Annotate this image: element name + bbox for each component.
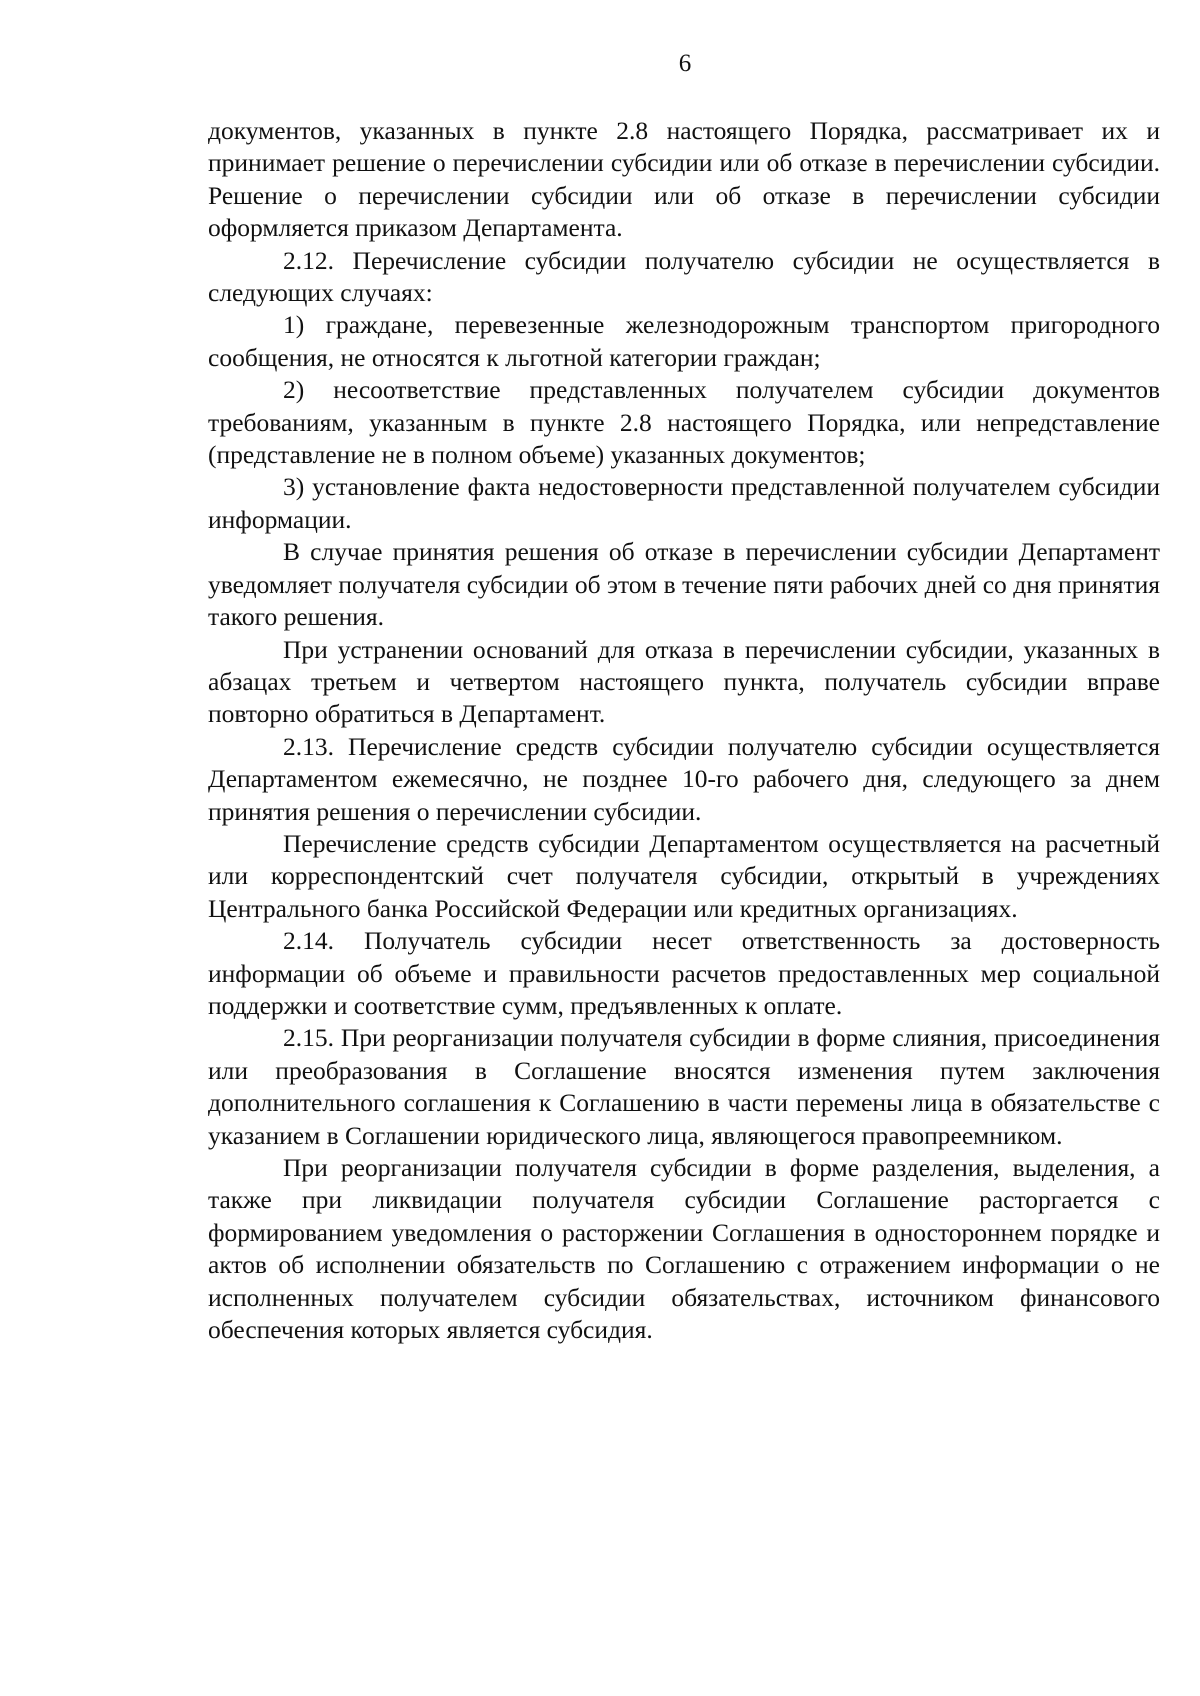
- paragraph-2-12: 2.12. Перечисление субсидии получателю субсидии не осуществляется в следующих случаях:: [208, 245, 1160, 308]
- list-item-2: 2) несоответствие представленных получателем субсидии документов требованиям, указанным в пункте 2.8 настоящего Порядка, или непредставление (представление не в полном объеме) указанных документов;: [208, 375, 1160, 470]
- paragraph-refusal-notice: В случае принятия решения об отказе в перечислении субсидии Департамент уведомляет получателя субсидии об этом в течение пяти рабочих дней со дня принятия такого решения.: [208, 537, 1160, 632]
- paragraph-2-13: 2.13. Перечисление средств субсидии получателю субсидии осуществляется Департаментом ежемесячно, не позднее 10-го рабочего дня, следующего за днем принятия решения о перечислении субсидии.: [208, 731, 1160, 826]
- paragraph-continuation: документов, указанных в пункте 2.8 настоящего Порядка, рассматривает их и принимает решение о перечислении субсидии или об отказе в перечислении субсидии. Решение о перечислении субсидии или об отказе в перечислении субсидии оформляется приказом Департамента.: [208, 116, 1160, 243]
- list-item-1: 1) граждане, перевезенные железнодорожным транспортом пригородного сообщения, не относятся к льготной категории граждан;: [208, 310, 1160, 372]
- paragraph-account-transfer: Перечисление средств субсидии Департаментом осуществляется на расчетный или корреспондентский счет получателя субсидии, открытый в учреждениях Центрального банка Российской Федерации или кредитных организациях.: [208, 828, 1160, 923]
- list-item-3: 3) установление факта недостоверности представленной получателем субсидии информации.: [208, 472, 1160, 534]
- page-number: 6: [678, 50, 692, 77]
- paragraph-2-15: 2.15. При реорганизации получателя субсидии в форме слияния, присоединения или преобразования в Соглашение вносятся изменения путем заключения дополнительного соглашения к Соглашению в части перемены лица в обязательстве с указанием в Соглашении юридического лица, являющегося правопреемником.: [208, 1023, 1160, 1150]
- paragraph-reapply: При устранении оснований для отказа в перечислении субсидии, указанных в абзацах третьем и четвертом настоящего пункта, получатель субсидии вправе повторно обратиться в Департамент.: [208, 634, 1160, 729]
- paragraph-2-14: 2.14. Получатель субсидии несет ответственность за достоверность информации об объеме и правильности расчетов предоставленных мер социальной поддержки и соответствие сумм, предъявленных к оплате.: [208, 926, 1160, 1020]
- paragraph-reorganization: При реорганизации получателя субсидии в форме разделения, выделения, а также при ликвидации получателя субсидии Соглашение расторгается с формированием уведомления о расторжении Соглашения в одностороннем порядке и актов об исполнении обязательств по Соглашению с отражением информации о не исполненных получателем субсидии обязательствах, источником финансового обеспечения которых является субсидия.: [208, 1153, 1160, 1345]
- document-body: [208, 115, 1160, 1346]
